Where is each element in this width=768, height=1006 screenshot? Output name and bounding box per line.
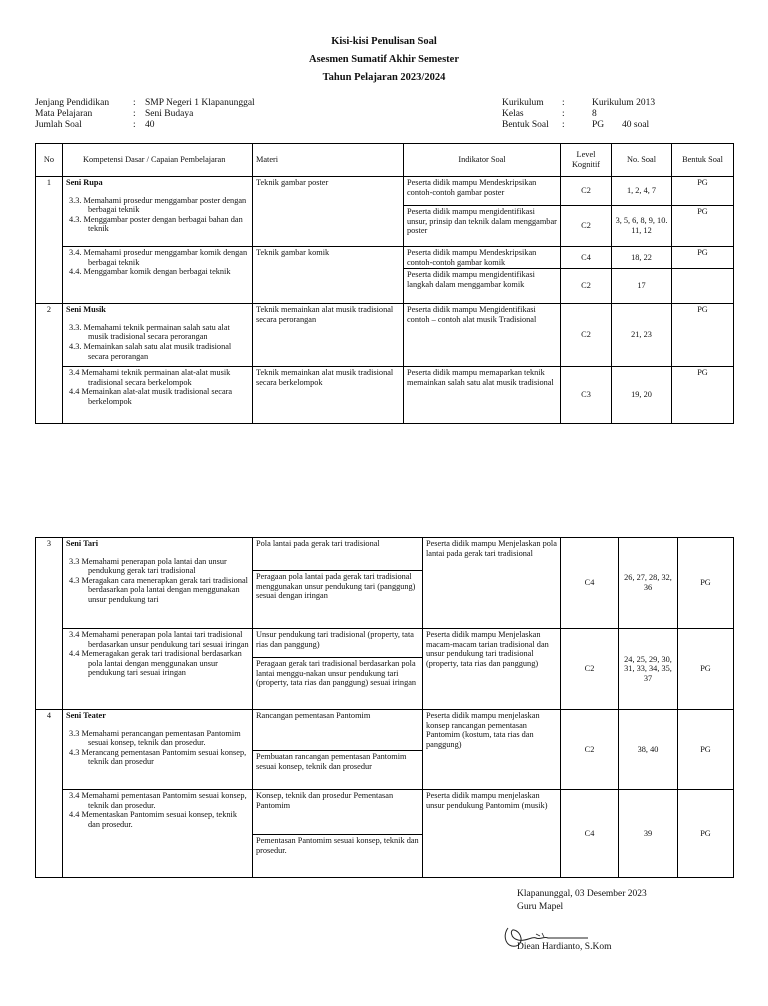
header-indikator: Indikator Soal [404,144,561,177]
kd-cell [63,538,253,629]
doc-subtitle: Asesmen Sumatif Akhir Semester [308,54,459,65]
kd-cell [63,177,253,247]
kd-item: 4.4 Memainkan alat-alat musik tradisional secara berkelompok [69,387,233,406]
nosoal-cell: 1, 2, 4, 7 [612,177,672,206]
table-row [36,177,734,206]
table-row [36,790,734,878]
indikator-cell: Peserta didik mampu menjelaskan unsur pendukung Pantomim (musik) [423,790,561,878]
table-row [36,710,734,790]
kd-item: 3.4 Memahami penerapan pola lantai tari tradisional berdasarkan unsur pendukung tari sesuai iringan [69,630,249,649]
doc-year: Tahun Pelajaran 2023/2024 [322,72,446,83]
bentuk-cell: PG [678,790,734,878]
table-row [36,367,734,424]
nosoal-cell: 18, 22 [612,247,672,269]
materi-cell [253,538,423,629]
kd-item: 4.4. Menggambar komik dengan berbagai teknik [69,267,231,277]
materi-part: Peragaan pola lantai pada gerak tari tradisional menggunakan unsur pendukung tari (panggung) sesuai dengan iringan [253,570,422,602]
table-row [36,247,734,269]
header-no: No [36,144,63,177]
grid-table-1 [35,143,734,424]
materi-part: Pembuatan rancangan pementasan Pantomim sesuai konsep, teknik dan prosedur [253,750,422,772]
doc-title: Kisi-kisi Penulisan Soal [331,36,437,47]
bentuk-cell [672,269,734,304]
header-materi: Materi [253,144,404,177]
header-row [36,144,734,177]
materi-part: Unsur pendukung tari tradisional (property, tata rias dan panggung) [256,630,414,649]
row-number: 2 [36,304,63,424]
row-number: 1 [36,177,63,304]
info-key: Jenjang Pendidikan [35,98,110,108]
info-key: Bentuk Soal [502,120,549,130]
bentuk-cell: PG [672,177,734,206]
kd-item: 3.3 Memahami perancangan pementasan Pantomim sesuai konsep, teknik dan prosedur. [69,728,241,748]
kd-item: 4.3 Meragakan cara menerapkan gerak tari tradisional berdasarkan pola lantai dengan menggunakan unsur pendukung tari [69,575,248,604]
materi-cell: Teknik gambar komik [253,247,404,304]
indikator-cell: Peserta didik mampu Mendeskripsikan contoh-contoh gambar komik [404,247,561,269]
section-title: Seni Tari [66,539,99,548]
info-value: SMP Negeri 1 Klapanunggal [145,98,255,108]
header-kd: Kompetensi Dasar / Capaian Pembelajaran [63,144,253,177]
indikator-cell: Peserta didik mampu Mengidentifikasi contoh – contoh alat musik Tradisional [404,304,561,367]
nosoal-cell: 39 [619,790,678,878]
materi-cell [253,790,423,878]
kd-item: 3.3. Memahami prosedur menggambar poster dengan berbagai teknik [69,195,247,215]
bentuk-cell: PG [678,538,734,629]
kd-cell [63,367,253,424]
materi-part: Rancangan pementasan Pantomim [256,711,371,720]
nosoal-cell: 17 [612,269,672,304]
indikator-cell: Peserta didik mampu Menjelaskan macam-macam tarian tradisional dan unsur pendukung tari tradisional (property, tata rias dan panggung) [423,629,561,710]
section-title: Seni Rupa [66,178,103,187]
indikator-cell: Peserta didik mampu mengidentifikasi langkah dalam menggambar komik [404,269,561,304]
indikator-cell: Peserta didik mampu mengidentifikasi unsur, prinsip dan teknik dalam menggambar poster [404,206,561,247]
nosoal-cell: 26, 27, 28, 32, 36 [619,538,678,629]
materi-cell [253,629,423,710]
info-key: Mata Pelajaran [35,109,93,119]
indikator-cell: Peserta didik mampu Menjelaskan pola lantai pada gerak tari tradisional [423,538,561,629]
row-number: 3 [36,538,63,710]
nosoal-cell: 21, 23 [612,304,672,367]
info-right: Kurikulum : Kurikulum 2013 Kelas : 8 Bentuk Soal : PG 40 soal [502,98,656,130]
level-cell: C4 [561,538,619,629]
indikator-cell: Peserta didik mampu menjelaskan konsep rancangan pementasan Pantomim (kostum, tata rias dan panggung) [423,710,561,790]
kd-item: 3.3. Memahami teknik permainan salah satu alat musik tradisional secara perorangan [69,322,230,342]
materi-cell: Teknik memainkan alat musik tradisional secara berkelompok [253,367,404,424]
grid-table-2 [35,537,734,878]
info-value: 40 [145,120,155,130]
level-cell: C2 [561,269,612,304]
info-key: Jumlah Soal [35,120,82,130]
info-key: Kelas [502,109,524,119]
bentuk-cell: PG [672,304,734,367]
kd-item: 4.3. Menggambar poster dengan berbagai bahan dan teknik [69,214,243,234]
kd-item: 4.4 Memeragakan gerak tari tradisional berdasarkan pola lantai dengan menggunakan unsur pendukung tari sesuai iringan [69,649,242,678]
kd-item: 4.4 Mementaskan Pantomim sesuai konsep, teknik dan prosedur. [69,810,237,829]
indikator-cell: Peserta didik mampu Mendeskripsikan contoh-contoh gambar poster [404,177,561,206]
nosoal-cell: 24, 25, 29, 30, 31, 33, 34, 35, 37 [619,629,678,710]
sign-place-date: Klapanunggal, 03 Desember 2023 [517,889,647,899]
table-row [36,538,734,629]
info-extra: 40 soal [622,120,650,130]
kd-cell [63,790,253,878]
table-row [36,304,734,367]
bentuk-cell: PG [672,247,734,269]
section-title: Seni Teater [66,711,106,720]
materi-cell: Teknik memainkan alat musik tradisional secara perorangan [253,304,404,367]
kd-cell [63,629,253,710]
kd-cell [63,304,253,367]
info-value: 8 [592,109,597,119]
level-cell: C2 [561,710,619,790]
nosoal-cell: 19, 20 [612,367,672,424]
materi-part: Peragaan gerak tari tradisional berdasarkan pola lantai menggu-nakan unsur pendukung tari (property, tata rias dan panggung) sesuai iringan [253,657,422,689]
nosoal-cell: 38, 40 [619,710,678,790]
kd-cell [63,247,253,304]
kd-item: 3.4 Memahami teknik permainan alat-alat musik tradisional secara berkelompok [69,368,231,387]
materi-part: Konsep, teknik dan prosedur Pementasan Pantomim [256,791,394,810]
level-cell: C3 [561,367,612,424]
bentuk-cell: PG [678,710,734,790]
nosoal-cell: 3, 5, 6, 8, 9, 10. 11, 12 [612,206,672,247]
info-value: Seni Budaya [145,109,194,119]
info-value: Kurikulum 2013 [592,98,656,108]
indikator-cell: Peserta didik mampu memaparkan teknik memainkan salah satu alat musik tradisional [404,367,561,424]
kd-item: 4.3. Memainkan salah satu alat musik tradisional secara perorangan [69,341,232,361]
kd-item: 3.3 Memahami penerapan pola lantai dan unsur pendukung gerak tari tradisional [69,556,227,576]
table-row [36,629,734,710]
header-level: Level Kognitif [561,144,612,177]
bentuk-cell: PG [672,367,734,424]
level-cell: C4 [561,790,619,878]
kd-item: 3.4. Memahami prosedur menggambar komik dengan berbagai teknik [69,248,248,267]
bentuk-cell: PG [672,206,734,247]
row-number: 4 [36,710,63,878]
materi-part: Pementasan Pantomim sesuai konsep, teknik dan prosedur. [253,834,422,856]
kd-item: 4.3 Merancang pementasan Pantomim sesuai konsep, teknik dan prosedur [69,747,247,767]
info-value: PG [592,120,605,130]
sign-role: Guru Mapel [517,902,564,912]
kd-cell [63,710,253,790]
header-bentuk: Bentuk Soal [672,144,734,177]
level-cell: C2 [561,177,612,206]
materi-part: Pola lantai pada gerak tari tradisional [256,539,380,548]
section-title: Seni Musik [66,305,106,315]
header-nosoal: No. Soal [612,144,672,177]
kd-item: 3.4 Memahami pementasan Pantomim sesuai konsep, teknik dan prosedur. [69,791,247,810]
bentuk-cell: PG [678,629,734,710]
level-cell: C4 [561,247,612,269]
level-cell: C2 [561,629,619,710]
materi-cell [253,710,423,790]
level-cell: C2 [561,206,612,247]
sign-name: Diean Hardianto, S.Kom [517,942,612,952]
info-left: Jenjang Pendidikan : SMP Negeri 1 Klapanunggal Mata Pelajaran : Seni Budaya Jumlah Soal : 40 [35,98,255,130]
level-cell: C2 [561,304,612,367]
materi-cell: Teknik gambar poster [253,177,404,247]
info-key: Kurikulum [502,98,544,108]
